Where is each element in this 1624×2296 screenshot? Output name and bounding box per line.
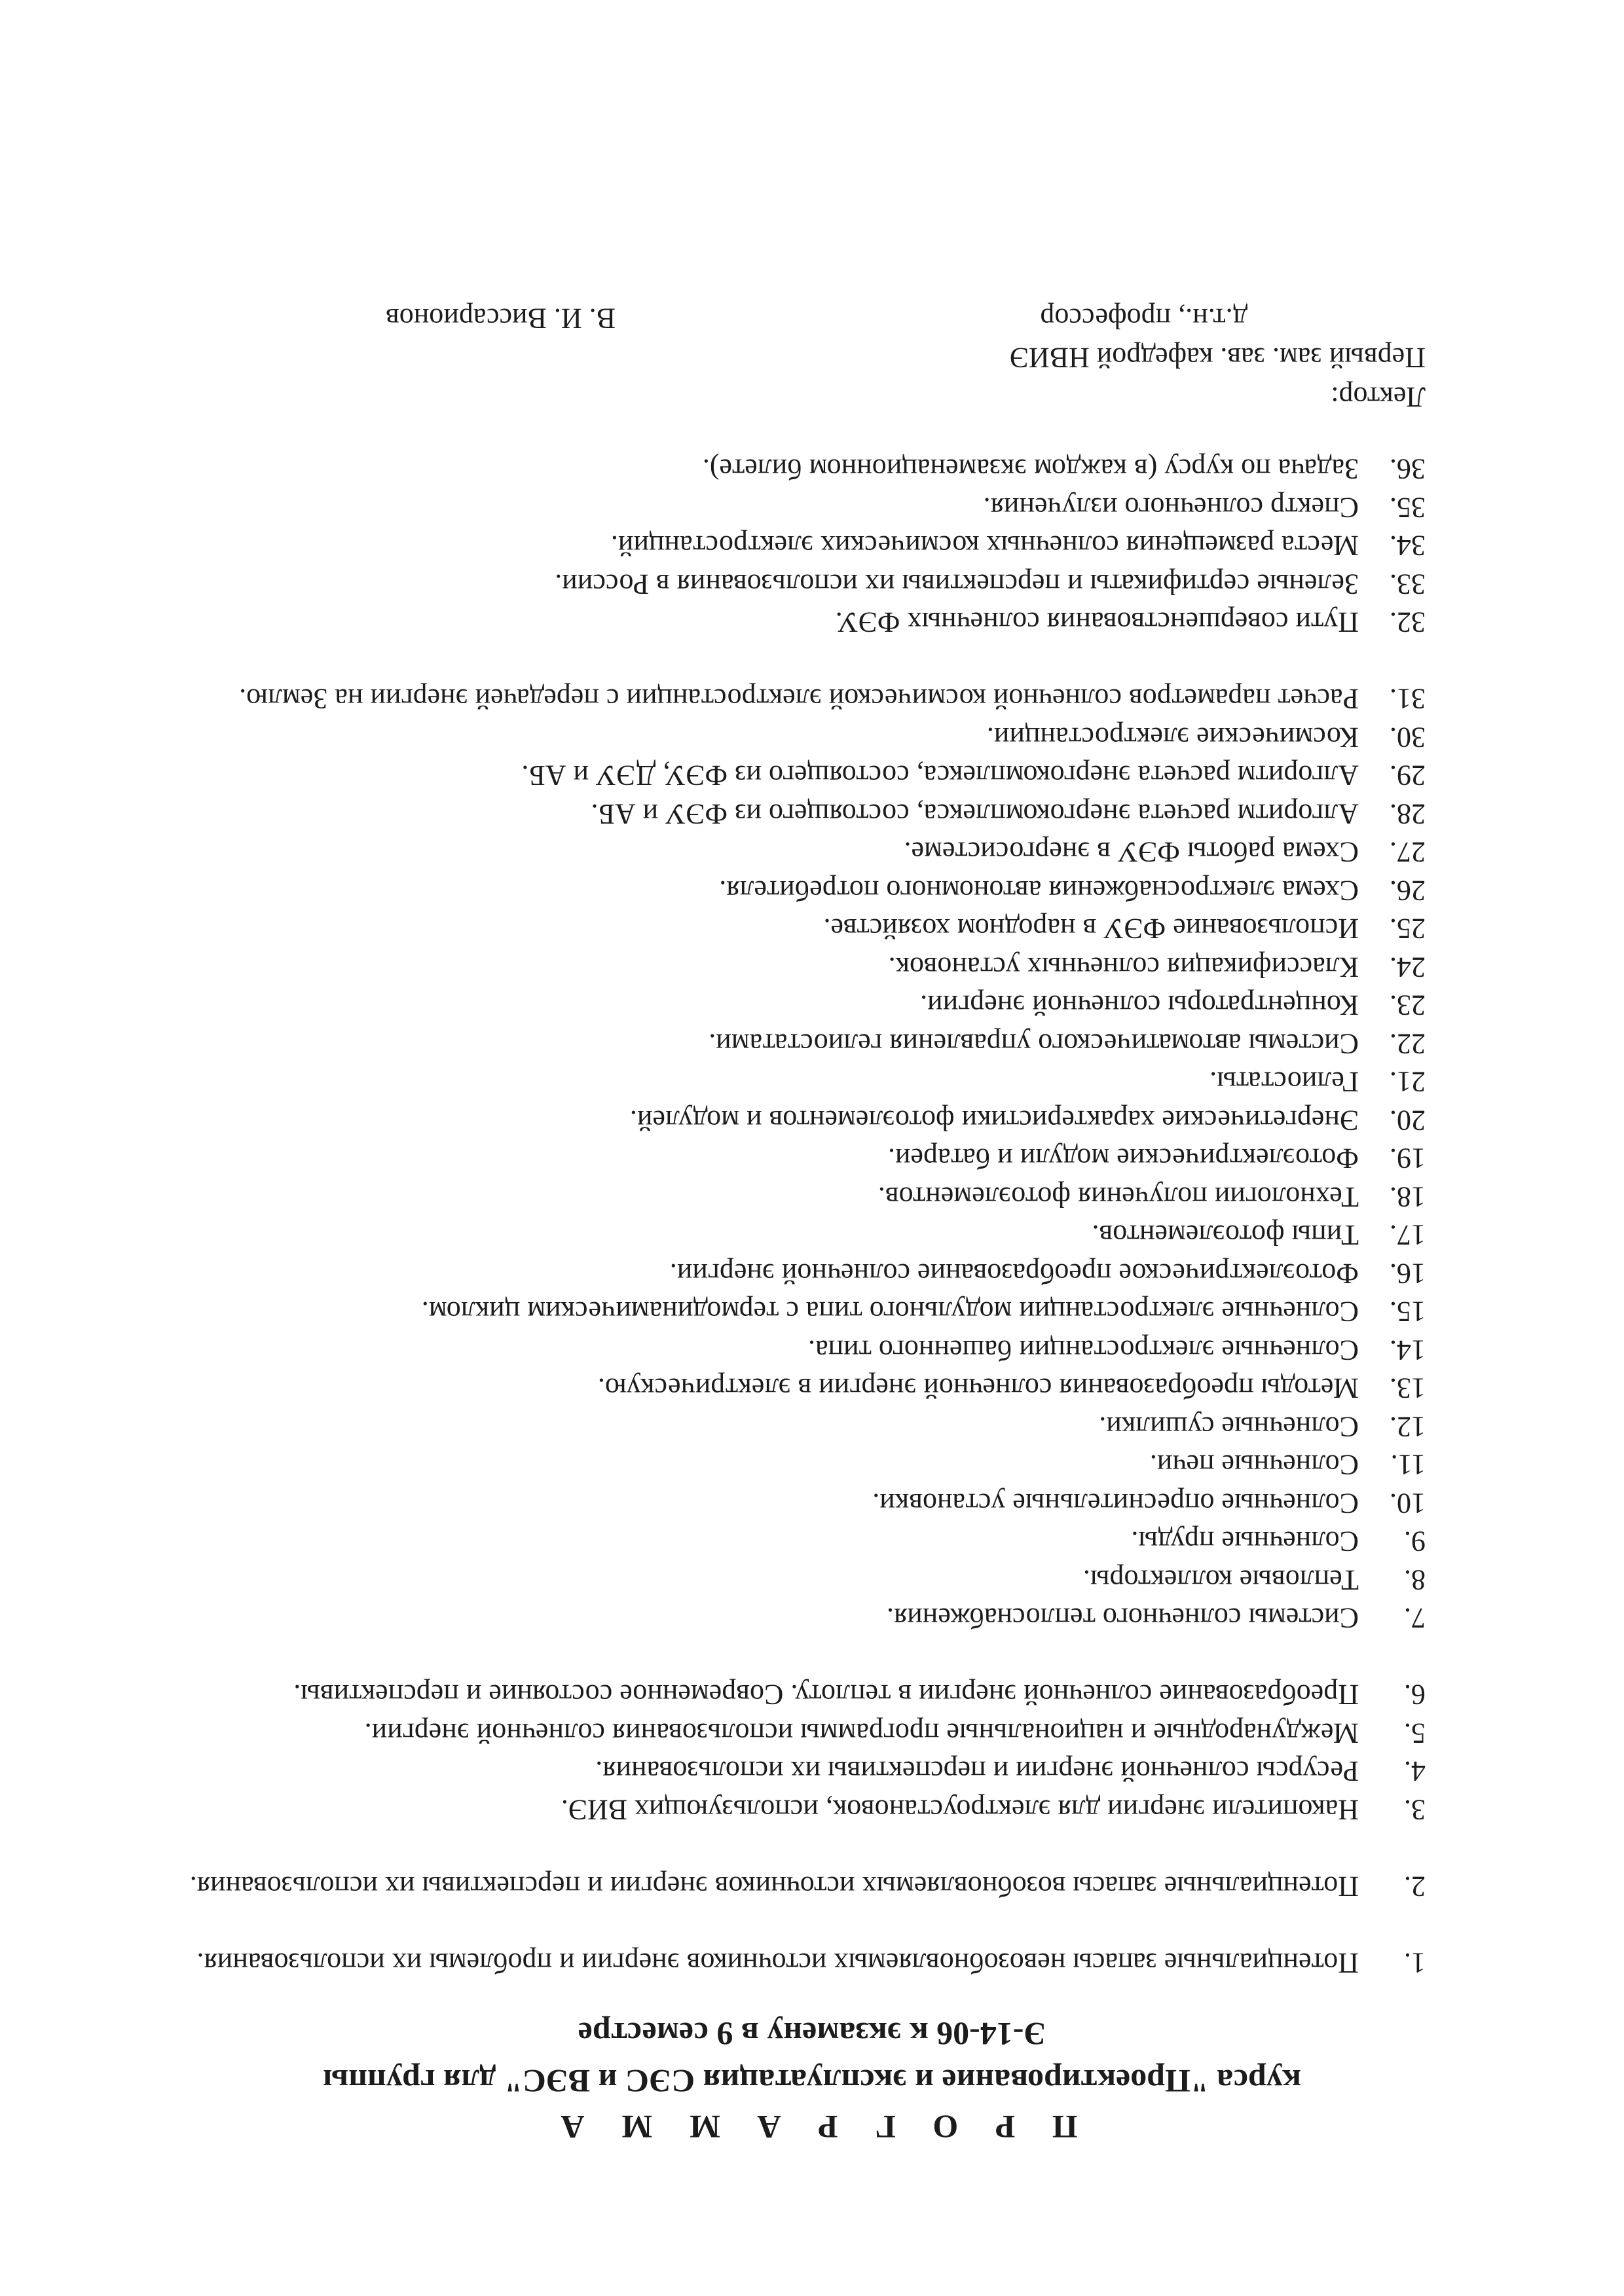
item-text: Солнечные пруды. bbox=[1131, 1525, 1359, 1558]
list-item bbox=[0, 1714, 1624, 1753]
lecturer-degree: д.т.н., профессор bbox=[1040, 302, 1247, 335]
item-number: 30. bbox=[1390, 721, 1426, 754]
item-text: Типы фотоэлементов. bbox=[1092, 1219, 1359, 1252]
item-number: 2. bbox=[1404, 1870, 1426, 1903]
lecturer-position: Первый зам. зав. кафедрой НВИЭ bbox=[1009, 342, 1426, 374]
item-number: 17. bbox=[1390, 1219, 1426, 1252]
list-item bbox=[0, 1446, 1624, 1484]
list-item bbox=[0, 1254, 1624, 1293]
item-number: 6. bbox=[1404, 1679, 1426, 1711]
item-number: 5. bbox=[1404, 1717, 1426, 1749]
item-text: Расчет параметров солнечной космической электростанции с передачей энергии на Землю. bbox=[239, 683, 1359, 716]
item-number: 22. bbox=[1390, 1028, 1426, 1060]
list-item bbox=[0, 1905, 1624, 1982]
item-text: Системы солнечного теплоснабжения. bbox=[886, 1602, 1359, 1635]
item-text: Системы автоматического управления гелиостатами. bbox=[709, 1028, 1359, 1060]
item-number: 1. bbox=[1404, 1947, 1426, 1979]
item-text: Технологии получения фотоэлементов. bbox=[877, 1181, 1359, 1213]
item-number: 35. bbox=[1390, 492, 1426, 524]
item-number: 24. bbox=[1390, 951, 1426, 983]
item-text: Потенциальные запасы возобновляемых источников энергии и перспективы их использования. bbox=[189, 1870, 1359, 1903]
item-text: Международные и национальные программы использования солнечной энергии. bbox=[364, 1717, 1359, 1749]
list-item bbox=[0, 1829, 1624, 1905]
program-title: П Р О Г Р А М М А bbox=[546, 2109, 1078, 2145]
item-text: Потенциальные запасы невозобновляемых источников энергии и проблемы их использования. bbox=[196, 1947, 1359, 1979]
list-item bbox=[0, 1752, 1624, 1791]
item-text: Алгоритм расчета энергокомплекса, состоящего из ФЭУ, ДЭУ и АБ. bbox=[521, 759, 1359, 792]
list-item bbox=[0, 1216, 1624, 1254]
list-item bbox=[0, 1292, 1624, 1331]
item-number: 16. bbox=[1390, 1258, 1426, 1290]
item-number: 7. bbox=[1404, 1602, 1426, 1635]
item-text: Солнечные сушилки. bbox=[1099, 1411, 1359, 1443]
item-text: Фотоэлектрические модули и батареи. bbox=[887, 1142, 1359, 1175]
item-number: 19. bbox=[1390, 1142, 1426, 1175]
item-number: 27. bbox=[1390, 836, 1426, 869]
item-text: Схема электроснабжения автономного потребителя. bbox=[719, 875, 1359, 907]
item-number: 23. bbox=[1390, 989, 1426, 1022]
item-text: Солнечные печи. bbox=[1149, 1449, 1359, 1482]
list-item bbox=[0, 1637, 1624, 1714]
list-item bbox=[0, 603, 1624, 642]
item-text: Алгоритм расчета энергокомплекса, состоящего из ФЭУ и АБ. bbox=[591, 798, 1359, 830]
item-number: 26. bbox=[1390, 875, 1426, 907]
list-item bbox=[0, 718, 1624, 757]
item-number: 4. bbox=[1404, 1755, 1426, 1788]
list-item bbox=[0, 642, 1624, 718]
item-text: Методы преобразования солнечной энергии в электрическую. bbox=[597, 1372, 1359, 1405]
item-number: 21. bbox=[1390, 1066, 1426, 1099]
item-number: 14. bbox=[1390, 1334, 1426, 1366]
item-text: Солнечные электростанции башенного типа. bbox=[808, 1334, 1359, 1366]
item-number: 10. bbox=[1390, 1487, 1426, 1520]
list-item bbox=[0, 565, 1624, 604]
list-item bbox=[0, 1484, 1624, 1523]
list-item bbox=[0, 833, 1624, 871]
list-item bbox=[0, 795, 1624, 833]
item-number: 34. bbox=[1390, 530, 1426, 562]
list-item bbox=[0, 1561, 1624, 1599]
item-number: 32. bbox=[1390, 606, 1426, 639]
item-number: 29. bbox=[1390, 759, 1426, 792]
item-number: 8. bbox=[1404, 1564, 1426, 1596]
item-text: Схема работы ФЭУ в энергосистеме. bbox=[904, 836, 1359, 869]
item-number: 36. bbox=[1390, 453, 1426, 486]
course-subtitle: курса "Проектирование и эксплуатация СЭС и ВЭС" для группы bbox=[323, 2063, 1301, 2100]
list-item bbox=[0, 948, 1624, 987]
item-text: Солнечные электростанции модульного типа с термодинамическим циклом. bbox=[421, 1296, 1359, 1328]
item-text: Фотоэлектрическое преобразование солнечной энергии. bbox=[669, 1258, 1359, 1290]
list-item bbox=[0, 756, 1624, 795]
list-item bbox=[0, 1599, 1624, 1637]
list-item bbox=[0, 1063, 1624, 1101]
item-number: 28. bbox=[1390, 798, 1426, 830]
list-item bbox=[0, 1178, 1624, 1216]
list-item bbox=[0, 526, 1624, 565]
item-text: Спектр солнечного излучения. bbox=[983, 492, 1359, 524]
item-number: 3. bbox=[1404, 1794, 1426, 1826]
question-list bbox=[0, 450, 1624, 1982]
item-number: 11. bbox=[1390, 1449, 1426, 1482]
item-number: 18. bbox=[1390, 1181, 1426, 1213]
item-text: Классификация солнечных установок. bbox=[888, 951, 1359, 983]
item-text: Накопители энергии для электроустановок, использующих ВИЭ. bbox=[561, 1794, 1359, 1826]
list-item bbox=[0, 909, 1624, 948]
item-number: 13. bbox=[1390, 1372, 1426, 1405]
item-number: 12. bbox=[1390, 1411, 1426, 1443]
item-text: Солнечные опреснительные установки. bbox=[872, 1487, 1359, 1520]
item-text: Места размещения солнечных космических электростанций. bbox=[610, 530, 1359, 562]
item-text: Преобразование солнечной энергии в теплоту. Современное состояние и перспективы. bbox=[293, 1679, 1359, 1711]
item-text: Космические электростанции. bbox=[986, 721, 1359, 754]
item-number: 15. bbox=[1390, 1296, 1426, 1328]
item-text: Тепловые коллекторы. bbox=[1082, 1564, 1359, 1596]
item-text: Энергетические характеристики фотоэлементов и модулей. bbox=[629, 1104, 1359, 1137]
item-text: Зеленые сертификаты и перспективы их использования в России. bbox=[555, 568, 1359, 600]
item-text: Гелиостаты. bbox=[1209, 1066, 1359, 1099]
list-item bbox=[0, 1791, 1624, 1829]
list-item bbox=[0, 871, 1624, 910]
lecturer-name: В. И. Виссарионов bbox=[385, 302, 616, 335]
list-item bbox=[0, 1408, 1624, 1446]
list-item bbox=[0, 1025, 1624, 1063]
item-number: 31. bbox=[1390, 683, 1426, 716]
item-number: 20. bbox=[1390, 1104, 1426, 1137]
list-item bbox=[0, 1522, 1624, 1561]
item-text: Концентраторы солнечной энергии. bbox=[920, 989, 1359, 1022]
list-item bbox=[0, 1139, 1624, 1178]
group-line: Э-14-06 к экзамену в 9 семестре bbox=[578, 2016, 1046, 2052]
list-item bbox=[0, 986, 1624, 1025]
item-number: 33. bbox=[1390, 568, 1426, 600]
item-number: 9. bbox=[1404, 1525, 1426, 1558]
item-text: Использование ФЭУ в народном хозяйстве. bbox=[823, 913, 1359, 945]
list-item bbox=[0, 1331, 1624, 1370]
lecturer-label: Лектор: bbox=[1331, 381, 1426, 413]
list-item bbox=[0, 450, 1624, 488]
list-item bbox=[0, 1369, 1624, 1408]
item-text: Пути совершенствования солнечных ФЭУ. bbox=[835, 606, 1359, 639]
list-item bbox=[0, 488, 1624, 527]
item-number: 25. bbox=[1390, 913, 1426, 945]
item-text: Ресурсы солнечной энергии и перспективы их использования. bbox=[595, 1755, 1359, 1788]
list-item bbox=[0, 1101, 1624, 1140]
item-text: Задача по курсу (в каждом экзаменационном билете). bbox=[702, 453, 1359, 486]
